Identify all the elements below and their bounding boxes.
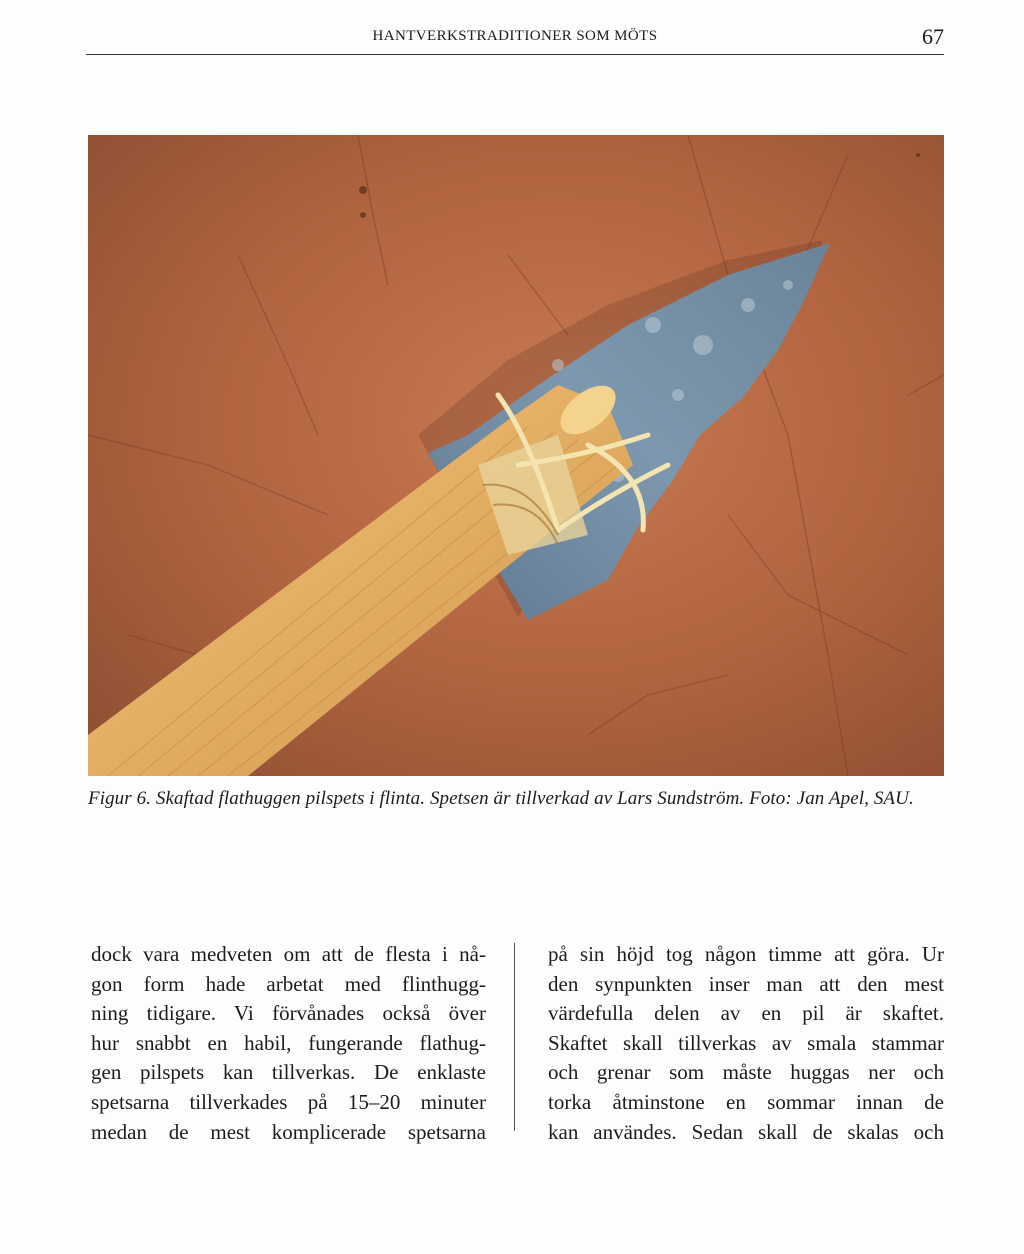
text-line: den synpunkten inser man att den mest — [548, 971, 944, 996]
running-title: HANTVERKSTRADITIONER SOM MÖTS — [372, 28, 658, 44]
text-line: värdefulla delen av en pil är skaftet. — [548, 1001, 944, 1026]
text-line: ning tidigare. Vi förvånades också över — [91, 1001, 486, 1026]
text-line: gen pilspets kan tillverkas. De enklaste — [91, 1060, 486, 1085]
running-header — [86, 24, 944, 55]
body-text-left-column — [91, 940, 486, 1147]
text-line: dock vara medveten om att de flesta i nå- — [91, 942, 486, 966]
text-line: hur snabbt en habil, fungerande flathug- — [91, 1030, 486, 1055]
text-line: på sin höjd tog någon timme att göra. Ur — [548, 942, 944, 966]
text-line: gon form hade arbetat med flinthugg- — [91, 971, 486, 996]
figure-photo — [88, 135, 944, 776]
column-divider — [514, 943, 515, 1131]
text-line: och grenar som måste huggas ner och — [548, 1060, 944, 1085]
figure-caption: Figur 6. Skaftad flathuggen pilspets i flinta. Spetsen är tillverkad av Lars Sundström. Foto: Jan Apel, SAU. — [88, 788, 914, 809]
text-line: Skaftet skall tillverkas av smala stammar — [548, 1030, 944, 1055]
page-number: 67 — [922, 24, 944, 49]
text-line: torka åtminstone en sommar innan de — [548, 1089, 944, 1114]
text-line: medan de mest komplicerade spetsarna — [91, 1119, 486, 1144]
body-text-right-column — [548, 940, 944, 1147]
text-line: kan användes. Sedan skall de skalas och — [548, 1119, 944, 1144]
text-line: spetsarna tillverkades på 15–20 minuter — [91, 1089, 486, 1114]
